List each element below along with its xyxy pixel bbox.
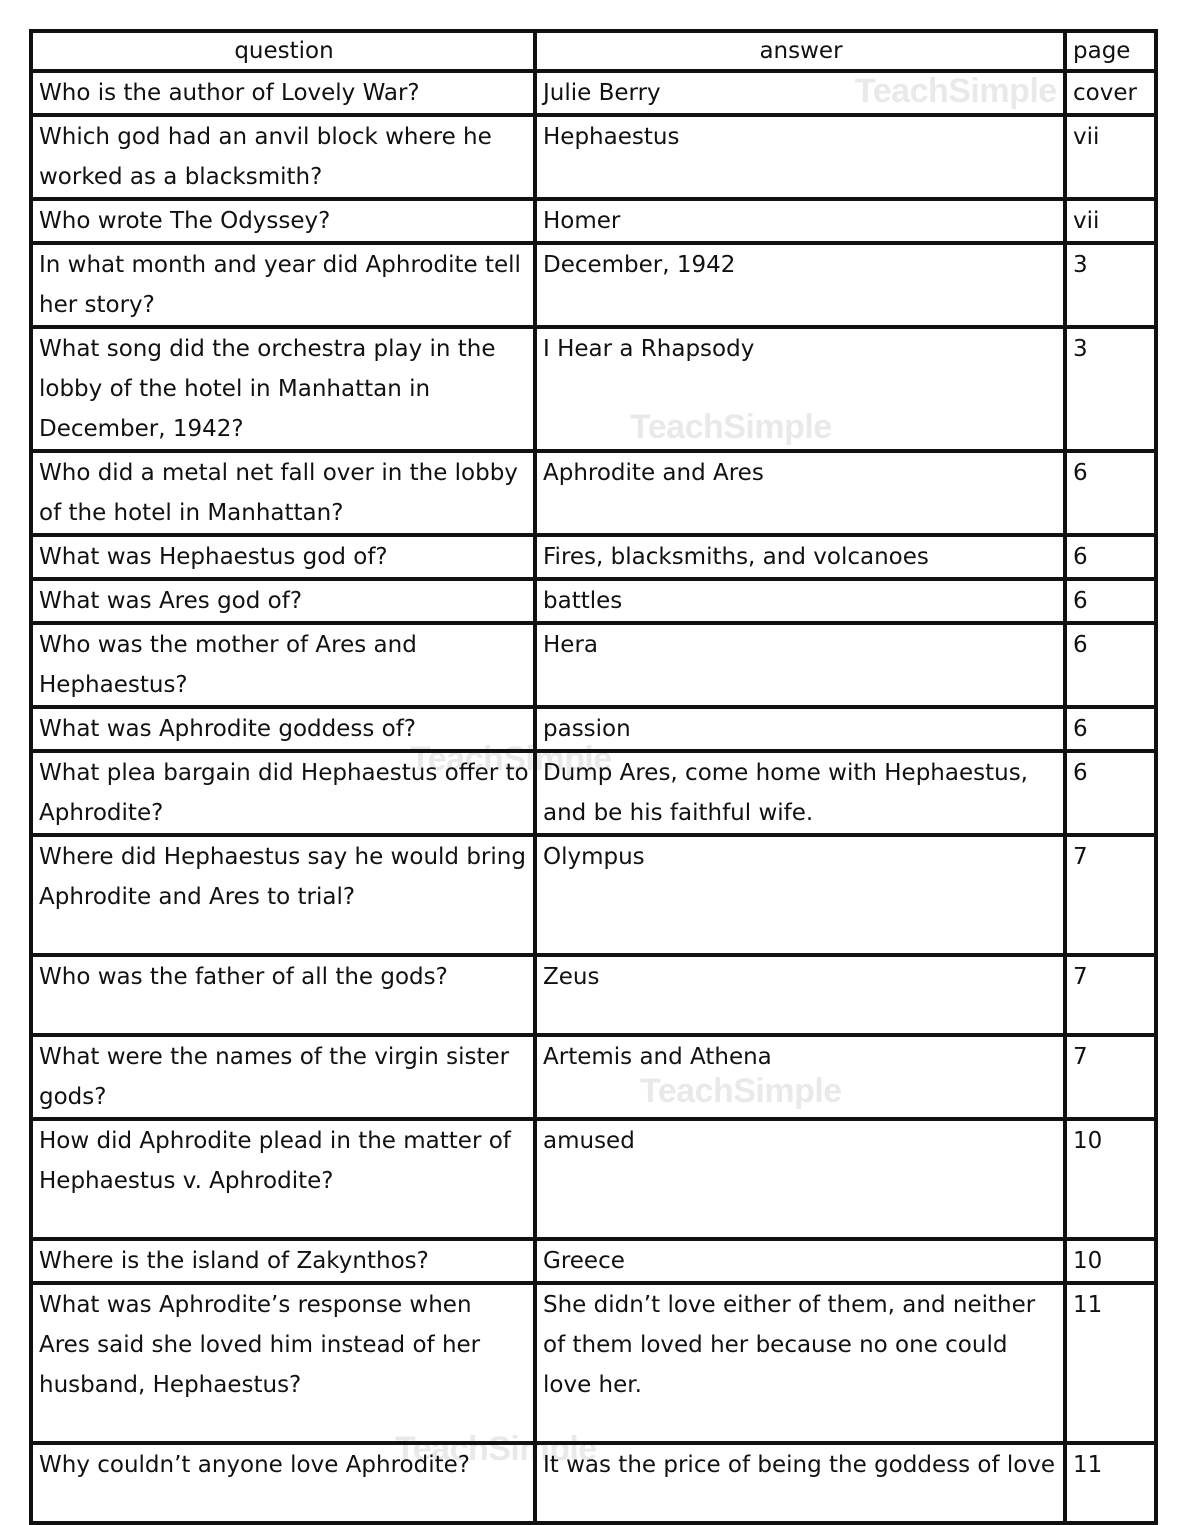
answer-cell: Hephaestus: [535, 115, 1065, 199]
question-cell: What was Ares god of?: [31, 579, 535, 623]
table-row: [31, 243, 1156, 327]
question-cell: What was Hephaestus god of?: [31, 535, 535, 579]
question-cell: Who wrote The Odyssey?: [31, 199, 535, 243]
table-row: [31, 451, 1156, 535]
page-cell: vii: [1065, 115, 1156, 199]
table-row: [31, 1443, 1156, 1523]
watermark-text: TeachSimple: [630, 408, 832, 446]
answer-cell: Dump Ares, come home with Hephaestus, and be his faithful wife.: [535, 751, 1065, 835]
question-cell: What plea bargain did Hephaestus offer to Aphrodite?: [31, 751, 535, 835]
answer-cell: Artemis and Athena: [535, 1035, 1065, 1119]
question-cell: What song did the orchestra play in the lobby of the hotel in Manhattan in December, 1942?: [31, 327, 535, 451]
table-row: [31, 1035, 1156, 1119]
answer-cell: Hera: [535, 623, 1065, 707]
page-cell: 6: [1065, 535, 1156, 579]
question-cell: What was Aphrodite goddess of?: [31, 707, 535, 751]
question-cell: Where did Hephaestus say he would bring Aphrodite and Ares to trial?: [31, 835, 535, 955]
table-row: [31, 707, 1156, 751]
page-cell: vii: [1065, 199, 1156, 243]
table-row: [31, 623, 1156, 707]
page-cell: 10: [1065, 1239, 1156, 1283]
question-cell: What were the names of the virgin sister gods?: [31, 1035, 535, 1119]
table-row: [31, 327, 1156, 451]
page-cell: cover: [1065, 71, 1156, 115]
question-cell: Where is the island of Zakynthos?: [31, 1239, 535, 1283]
table-row: [31, 199, 1156, 243]
answer-column-header: answer: [535, 31, 1065, 71]
question-cell: Which god had an anvil block where he worked as a blacksmith?: [31, 115, 535, 199]
watermark-text: TeachSimple: [640, 1072, 842, 1110]
question-cell: Why couldn’t anyone love Aphrodite?: [31, 1443, 535, 1523]
question-cell: Who did a metal net fall over in the lobby of the hotel in Manhattan?: [31, 451, 535, 535]
page-cell: 6: [1065, 707, 1156, 751]
question-cell: In what month and year did Aphrodite tell her story?: [31, 243, 535, 327]
answer-cell: I Hear a Rhapsody: [535, 327, 1065, 451]
answer-cell: battles: [535, 579, 1065, 623]
watermark-text: TeachSimple: [855, 72, 1057, 110]
page-column-header: page: [1065, 31, 1156, 71]
table-row: [31, 1119, 1156, 1239]
table-row: [31, 1283, 1156, 1443]
table-row: [31, 579, 1156, 623]
table-row: [31, 535, 1156, 579]
table-row: [31, 115, 1156, 199]
page-cell: 6: [1065, 451, 1156, 535]
question-cell: Who was the mother of Ares and Hephaestus?: [31, 623, 535, 707]
answer-cell: Greece: [535, 1239, 1065, 1283]
table-row: [31, 1239, 1156, 1283]
watermark-text: TeachSimple: [395, 1430, 597, 1468]
answer-cell: Homer: [535, 199, 1065, 243]
page-cell: 7: [1065, 1035, 1156, 1119]
answer-cell: Julie Berry: [535, 71, 1065, 115]
page-cell: 6: [1065, 579, 1156, 623]
answer-cell: Fires, blacksmiths, and volcanoes: [535, 535, 1065, 579]
page-cell: 6: [1065, 623, 1156, 707]
table-row: [31, 751, 1156, 835]
question-cell: Who was the father of all the gods?: [31, 955, 535, 1035]
answer-cell: She didn’t love either of them, and neither of them loved her because no one could love her.: [535, 1283, 1065, 1443]
table-header-row: [31, 31, 1156, 71]
question-column-header: question: [31, 31, 535, 71]
table-row: [31, 835, 1156, 955]
question-cell: Who is the author of Lovely War?: [31, 71, 535, 115]
answer-cell: Olympus: [535, 835, 1065, 955]
watermark-text: TeachSimple: [410, 740, 612, 778]
answer-cell: Zeus: [535, 955, 1065, 1035]
question-cell: How did Aphrodite plead in the matter of Hephaestus v. Aphrodite?: [31, 1119, 535, 1239]
page-cell: 10: [1065, 1119, 1156, 1239]
page-cell: 11: [1065, 1283, 1156, 1443]
page-cell: 11: [1065, 1443, 1156, 1523]
answer-cell: amused: [535, 1119, 1065, 1239]
page-cell: 7: [1065, 835, 1156, 955]
table-row: [31, 71, 1156, 115]
page-cell: 6: [1065, 751, 1156, 835]
answer-cell: It was the price of being the goddess of love: [535, 1443, 1065, 1523]
page-cell: 3: [1065, 243, 1156, 327]
questions-table: [29, 29, 1158, 1525]
answer-cell: December, 1942: [535, 243, 1065, 327]
answer-cell: passion: [535, 707, 1065, 751]
page-cell: 3: [1065, 327, 1156, 451]
question-cell: What was Aphrodite’s response when Ares said she loved him instead of her husband, Hephaestus?: [31, 1283, 535, 1443]
table-row: [31, 955, 1156, 1035]
answer-cell: Aphrodite and Ares: [535, 451, 1065, 535]
page-cell: 7: [1065, 955, 1156, 1035]
